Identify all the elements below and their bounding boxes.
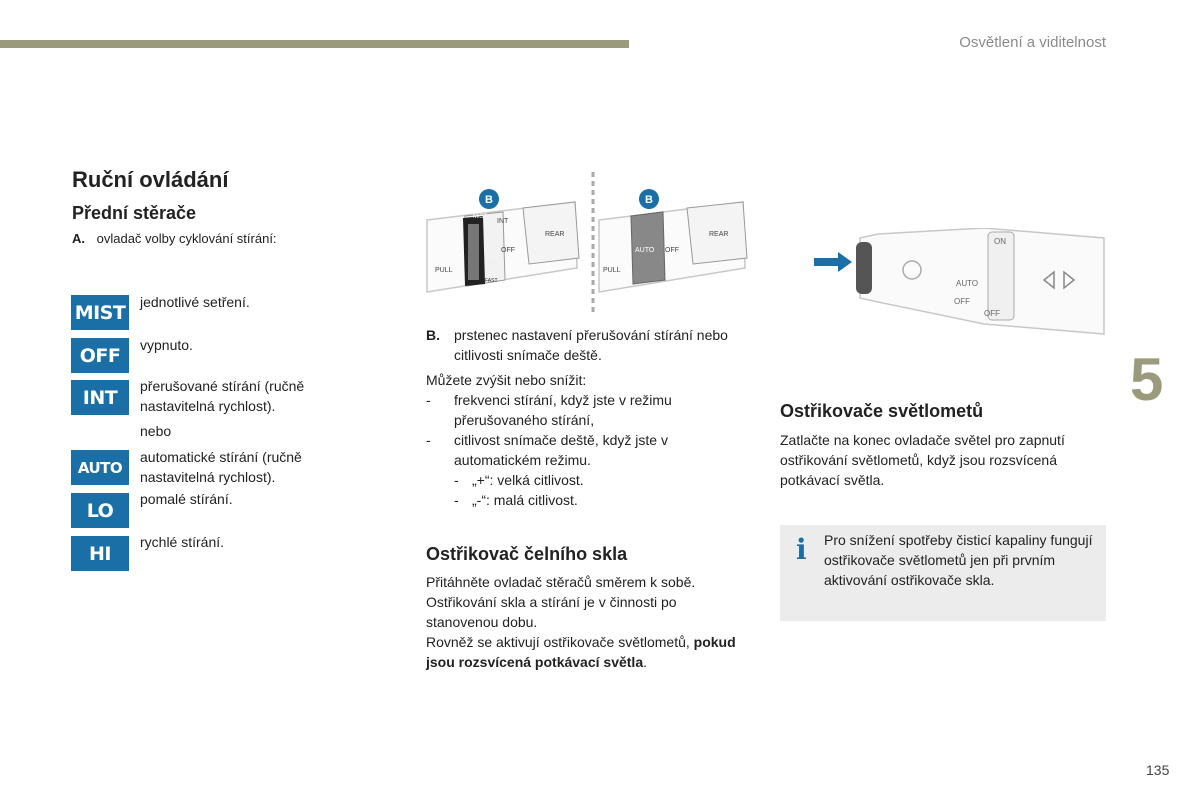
- stalk-label-int: INT: [497, 218, 509, 225]
- info-box: [780, 525, 1106, 621]
- svg-text:B: B: [645, 194, 653, 206]
- list-item: - „-“: malá citlivost.: [454, 492, 578, 508]
- stalk-label-rear-right: REAR: [709, 231, 729, 238]
- int-badge: INT: [71, 380, 129, 415]
- lo-badge: LO: [71, 493, 129, 528]
- stalk-label-pull-right: PULL: [603, 267, 621, 274]
- ring-b-text: prstenec nastavení přerušování stírání nebo citlivosti snímače deště.: [454, 327, 728, 363]
- int-desc: přerušované stírání (ručně nastavitelná rychlost).: [140, 378, 305, 414]
- list-item: - „+“: velká citlivost.: [454, 472, 584, 488]
- stalk-label-rear: REAR: [545, 231, 565, 238]
- chapter-number: 5: [1130, 346, 1164, 413]
- section-title: Osvětlení a viditelnost: [959, 34, 1106, 51]
- adjust-list: [426, 390, 736, 470]
- sensitivity-sublist: [454, 470, 734, 510]
- or-text: nebo: [140, 423, 172, 439]
- page-title: Ruční ovládání: [72, 167, 229, 192]
- list-item: - citlivost snímače deště, když jste v automatickém režimu.: [426, 432, 668, 468]
- stalk-label-off-right: OFF: [665, 247, 679, 254]
- page-number: 135: [1146, 762, 1170, 778]
- light-label-off: OFF: [984, 309, 1000, 318]
- auto-desc: automatické stírání (ručně nastavitelná rychlost).: [140, 449, 302, 485]
- light-label-off-inner: OFF: [954, 297, 970, 306]
- stalk-label-fast: FAST: [485, 278, 498, 284]
- hi-badge: HI: [71, 536, 129, 571]
- lo-desc: pomalé stírání.: [140, 491, 233, 507]
- intro-line: [72, 229, 277, 249]
- stalk-label-mist: MIST: [473, 214, 488, 220]
- light-label-auto: AUTO: [956, 279, 979, 288]
- stalk-label-pull: PULL: [435, 267, 453, 274]
- stalk-label-auto-right: AUTO: [635, 247, 655, 254]
- light-label-on: ON: [994, 237, 1006, 246]
- washer-heading: Ostřikovač čelního skla: [426, 544, 628, 564]
- stalk-end-cap: [856, 242, 872, 294]
- intro-text: ovladač volby cyklování stírání:: [96, 231, 277, 246]
- list-item: - frekvenci stírání, když jste v režimu přerušovaného stírání,: [426, 392, 672, 428]
- info-icon: i: [796, 533, 807, 566]
- label-b: B.: [426, 327, 440, 343]
- wiper-stalk-right: [599, 189, 747, 292]
- stalk-label-auto: AUTO: [487, 260, 501, 266]
- svg-text:B: B: [485, 194, 493, 206]
- off-desc: vypnuto.: [140, 337, 193, 353]
- mist-desc: jednotlivé setření.: [140, 294, 250, 310]
- wiper-stalk-left: [427, 189, 579, 292]
- washer-text: Přitáhněte ovladač stěračů směrem k sobě. Ostřikování skla a stírání je v činnosti po stanovenou dobu. Rovněž se aktivují ostřikovače světlometů, pokud jsou rozsvícená potkávací světla.: [426, 574, 736, 670]
- headlamp-washers-heading: Ostřikovače světlometů: [780, 401, 984, 421]
- mist-badge: MIST: [71, 295, 129, 330]
- wiper-stalk-illustration: [425, 168, 763, 318]
- stalk-label-off: OFF: [501, 247, 515, 254]
- off-badge: OFF: [71, 338, 129, 373]
- header-bar: [0, 40, 629, 48]
- auto-badge: AUTO: [71, 450, 129, 485]
- push-arrow-icon: [814, 252, 852, 272]
- info-text: Pro snížení spotřeby čisticí kapaliny fungují ostřikovače světlometů jen při prvním aktivování ostřikovače skla.: [824, 532, 1093, 588]
- light-stalk-illustration: [808, 228, 1106, 340]
- front-wipers-heading: Přední stěrače: [72, 203, 197, 223]
- label-a: A.: [72, 231, 85, 246]
- headlamp-washers-text: Zatlačte na konec ovladače světel pro zapnutí ostřikování světlometů, když jsou rozsvícená potkávací světla.: [780, 432, 1065, 488]
- ring-b-desc: [426, 325, 746, 363]
- adjust-intro: Můžete zvýšit nebo snížit:: [426, 372, 587, 388]
- hi-desc: rychlé stírání.: [140, 534, 225, 550]
